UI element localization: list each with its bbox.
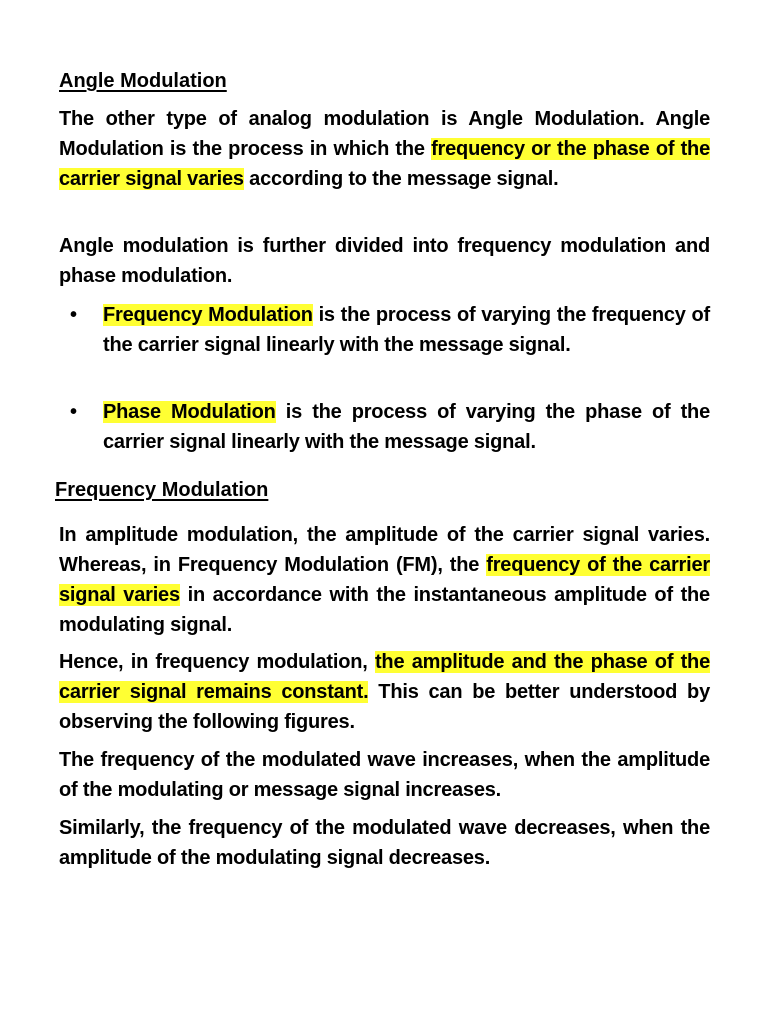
- bullet-body: is the process of varying the frequency of the carrier signal linearly with the message signal.: [103, 304, 710, 356]
- fm-paragraph-3: The frequency of the modulated wave increases, when the amplitude of the modulating or message signal increases.: [59, 749, 710, 801]
- bullet-dot-icon: •: [70, 401, 78, 423]
- highlighted-text: Frequency Modulation: [103, 304, 313, 326]
- bullet-text: [103, 300, 710, 360]
- frequency-modulation-heading: Frequency Modulation: [55, 479, 269, 501]
- highlighted-text: Phase Modulation: [103, 401, 276, 423]
- highlighted-text: frequency or the phase of the carrier signal varies: [59, 138, 710, 190]
- angle-modulation-paragraph-1: [59, 104, 710, 194]
- paragraph-text: according to the message signal.: [243, 168, 559, 190]
- paragraph-text: in accordance with the instantaneous amplitude of the modulating signal.: [59, 584, 710, 636]
- angle-modulation-heading: Angle Modulation: [59, 70, 227, 92]
- bullet-body: is the process of varying the phase of the carrier signal linearly with the message signal.: [103, 401, 710, 453]
- fm-paragraph-4: Similarly, the frequency of the modulated wave decreases, when the amplitude of the modulating signal decreases.: [59, 817, 710, 869]
- paragraph-text: The other type of analog modulation is Angle Modulation. Angle Modulation is the process in which the: [59, 108, 710, 160]
- highlighted-text: frequency of the carrier signal varies: [59, 554, 710, 606]
- paragraph-text: In amplitude modulation, the amplitude of the carrier signal varies. Whereas, in Frequency Modulation (FM), the: [59, 524, 710, 576]
- bullet-dot-icon: •: [70, 304, 78, 326]
- highlighted-text: the amplitude and the phase of the carrier signal remains constant.: [59, 651, 711, 703]
- fm-paragraph-2: [59, 647, 710, 737]
- paragraph-text: This can be better understood by observing the following figures.: [59, 681, 710, 733]
- angle-modulation-paragraph-2: Angle modulation is further divided into frequency modulation and phase modulation.: [59, 235, 710, 287]
- bullet-text: [103, 397, 710, 457]
- paragraph-text: Hence, in frequency modulation,: [59, 651, 375, 673]
- fm-paragraph-1: [59, 520, 710, 640]
